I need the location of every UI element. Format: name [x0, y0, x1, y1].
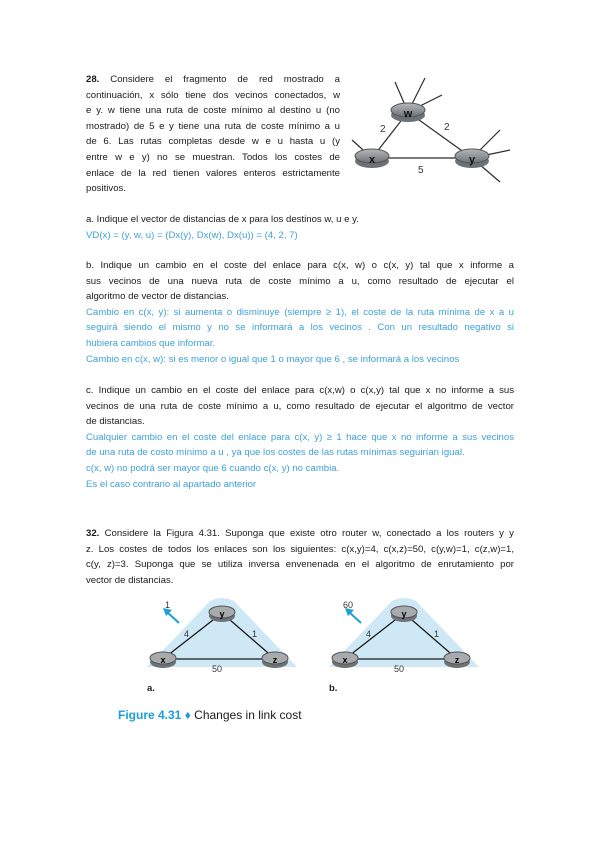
fig-a-cost-xy: 4 — [184, 629, 190, 639]
figure-a-label: a. — [147, 683, 155, 694]
fig-b-cost-xz: 50 — [394, 664, 405, 674]
router-y-icon — [209, 606, 235, 622]
q28-line: Considere el fragmento de red mostrado a — [110, 74, 341, 85]
q32-line: z. Los costes de todos los enlaces son los siguientes: c(x,y)=4, c(x,z)=50, c(y,w)=1, c(z,w)=1, — [86, 543, 514, 555]
q32-line: c(y, z)=3. Suponga que se utiliza inversa envenenada en el algoritmo de enrutamiento por — [86, 559, 514, 571]
q32-intro — [86, 526, 514, 588]
q32-line: vector de distancias. — [86, 574, 174, 586]
q28-c-answer-line: Es el caso contrario al apartado anterior — [86, 478, 257, 490]
q28-b-answer-line: seguirá siendo el mismo y no se informará a los vecinos . Con un resultado negativo si — [86, 322, 514, 334]
fig-a-node-x: x — [160, 655, 166, 665]
figure-caption-number: Figure 4.31 ♦ — [118, 708, 191, 722]
q28-a-answer: VD(x) = (y, w, u) = (Dx(y), Dx(w), Dx(u)) = (4, 2, 7) — [86, 229, 298, 241]
cost-xy-label: 5 — [418, 165, 424, 176]
cost-xw-label: 2 — [380, 124, 386, 135]
fig-a-node-y: y — [219, 609, 225, 619]
fig-b-cost-yz: 1 — [434, 629, 440, 639]
router-y-icon — [455, 149, 489, 168]
fig-b-cost-xy: 4 — [366, 629, 372, 639]
node-y-label: y — [468, 154, 476, 166]
q28-line: de 6. Las rutas completas desde w e u hasta u (y — [86, 136, 340, 148]
q28-b-question-line: sus vecinos de una nueva ruta de coste mínimo a u, como resultado de ejecutar el — [86, 275, 514, 287]
cost-wy-label: 2 — [444, 122, 450, 133]
q28-c-question-line: de distancias. — [86, 416, 145, 428]
figure-4-31-b — [329, 597, 485, 675]
q28-line: e y. w tiene una ruta de coste mínimo al destino u (no — [86, 105, 340, 117]
q28-b-answer-line: Cambio en c(x, w): si es menor o igual que 1 o mayor que 6 , se informará a los vecinos — [86, 353, 460, 365]
router-z-icon — [262, 652, 288, 668]
router-z-icon — [444, 652, 470, 668]
q28-line: entre w e y) no se muestran. Todos los costes de — [86, 151, 340, 163]
router-x-icon — [150, 652, 176, 668]
router-x-icon — [332, 652, 358, 668]
router-x-icon — [355, 149, 389, 168]
fig-a-cost-yz: 1 — [252, 629, 258, 639]
figure-caption-text: Changes in link cost — [190, 708, 302, 722]
q28-c-answer-line: c(x, w) no podrá ser mayor que 6 cuando c(x, y) no cambia. — [86, 462, 340, 474]
node-x-label: x — [368, 154, 376, 166]
fig-b-node-z: z — [454, 655, 460, 665]
fig-a-node-z: z — [272, 655, 278, 665]
fig-a-arrow-value: 1 — [165, 600, 171, 610]
q28-a-question: a. Indique el vector de distancias de x para los destinos w, u e y. — [86, 214, 359, 225]
q28-intro — [86, 72, 340, 197]
fig-b-arrow-value: 60 — [343, 600, 354, 610]
q28-line: enlace de la red tienen valores enteros estrictamente — [86, 167, 340, 179]
router-y-icon — [391, 606, 417, 622]
q32-line: Considere la Figura 4.31. Suponga que existe otro router w, conectado a los routers y y — [104, 528, 514, 539]
q28-line: positivos. — [86, 183, 126, 195]
q28-part-a — [86, 212, 514, 243]
q28-b-question-line: algoritmo de vector de distancias. — [86, 291, 229, 303]
q28-b-answer-line: hubiera cambios que informar. — [86, 337, 216, 349]
q28-c-question-line: vecinos de una ruta de coste mínimo a u, como resultado de ejecutar el algoritmo de vector — [86, 400, 514, 412]
q32-number: 32. — [86, 528, 100, 539]
q28-part-c — [86, 383, 514, 492]
q28-line: continuación, x sólo tiene dos vecinos conectados, w — [86, 89, 340, 101]
q28-c-answer-line: Cualquier cambio en el coste del enlace para c(x, y) ≥ 1 hace que x no informe a sus vecinos — [86, 431, 514, 443]
fig-a-cost-xz: 50 — [212, 664, 223, 674]
figure-caption — [118, 708, 302, 722]
figure-4-31-a — [147, 597, 303, 675]
q28-network-diagram — [350, 70, 520, 185]
q28-c-question-line: c. Indique un cambio en el coste del enlace para c(x,w) o c(x,y) tal que x no informe a sus — [86, 385, 514, 396]
q28-part-b — [86, 258, 514, 367]
q28-b-answer-line: Cambio en c(x, y): si aumenta o disminuye (siempre ≥ 1), el coste de la ruta mínima de x a u — [86, 306, 514, 318]
figure-b-label: b. — [329, 683, 338, 694]
q28-c-answer-line: de una ruta de costo mínimo a u , ya que los costes de las rutas mínimas seguirían igual. — [86, 447, 465, 459]
router-w-icon — [391, 103, 425, 122]
fig-b-node-x: x — [342, 655, 348, 665]
q28-number: 28. — [86, 74, 100, 85]
q28-b-question-line: b. Indique un cambio en el coste del enlace para c(x, w) o c(x, y) tal que x informe a — [86, 260, 514, 271]
node-w-label: w — [403, 108, 413, 120]
q28-line: mostrado) de 5 e y tiene una ruta de coste mínimo a u — [86, 120, 340, 132]
fig-b-node-y: y — [401, 609, 407, 619]
